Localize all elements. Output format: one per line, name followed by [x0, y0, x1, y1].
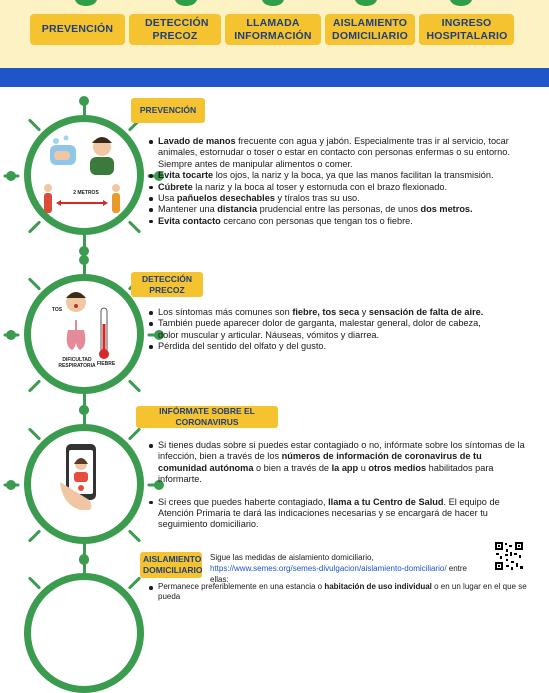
bold-text: la app: [331, 462, 359, 473]
phone-call-icon: [60, 442, 106, 514]
fiebre-label: FIEBRE: [96, 361, 116, 367]
list-item: [148, 497, 533, 531]
virus-spike: [128, 427, 141, 440]
text-span: frecuente con agua y jabón. Especialmente tras ir al servicio, tocar animales, estornudar o toser o estar en contacto con personas enfermas o su entorno. Siempre antes de manipular alimentos o comer.: [158, 136, 510, 169]
top-nav-bar: [0, 0, 549, 68]
bold-text: habitación de uso individual: [324, 582, 432, 591]
virus-spike: [128, 220, 141, 233]
bold-text: fiebre, tos seca: [292, 307, 360, 317]
text-span: También puede aparecer dolor de garganta, malestar general, dolor de cabeza, dolor muscular y articular. Náuseas, vómitos y diarrea.: [158, 318, 481, 340]
informate-label: INFÓRMATE SOBRE EL CORONAVIRUS: [136, 406, 278, 428]
virus-spike-decoration: [355, 0, 377, 6]
virus-knob: [79, 554, 89, 564]
virus-knob: [6, 330, 16, 340]
virus-knob: [79, 96, 89, 106]
bold-text: llama a tu Centro de Salud: [328, 496, 444, 507]
list-item: [148, 204, 533, 215]
list-item: [148, 136, 533, 170]
virus-spike-decoration: [175, 0, 197, 6]
virus-spike: [28, 576, 41, 589]
blue-divider-band: [0, 68, 549, 87]
text-span: o bien a través de: [253, 462, 332, 473]
distance-label: 2 METROS: [73, 190, 99, 196]
bold-text: Evita tocarte: [158, 170, 214, 181]
text-span: la nariz y la boca al toser y estornuda con el brazo flexionado.: [192, 181, 448, 192]
virus-spike: [28, 379, 41, 392]
text-span: Pérdida del sentido del olfato y del gusto.: [158, 341, 327, 352]
deteccion-list: [148, 307, 493, 353]
nav-llamada-button[interactable]: LLAMADA INFORMACIÓN: [225, 14, 321, 45]
virus-spike: [28, 277, 41, 290]
list-item: [148, 170, 533, 181]
virus-knob: [6, 480, 16, 490]
virus-spike: [128, 576, 141, 589]
text-span: Permanece preferiblemente en una estancia o: [158, 582, 325, 591]
text-span: Los síntomas más comunes son: [158, 307, 293, 317]
text-span: los ojos, la nariz y la boca, ya que las manos facilitan la transmisión.: [213, 170, 494, 181]
list-item: [148, 582, 533, 602]
text-span: habilitados para informarte.: [158, 462, 494, 485]
nav-prevencion-button[interactable]: PREVENCIÓN: [30, 14, 125, 45]
tos-label: TOS: [51, 307, 63, 313]
text-span: . El equipo de Atención Primaria te dará las indicaciones necesarias y se encargará de hacer tu seguimiento domiciliario.: [158, 496, 500, 530]
bold-text: Cúbrete: [158, 181, 193, 192]
nav-ingreso-button[interactable]: INGRESO HOSPITALARIO: [419, 14, 514, 45]
list-item: [148, 307, 493, 318]
aislamiento-intro: [210, 552, 485, 585]
list-item: [148, 216, 533, 227]
bold-text: sensación de falta de aire.: [368, 307, 484, 317]
bold-text: Evita contacto: [158, 215, 221, 226]
virus-spike: [28, 220, 41, 233]
virus-spike: [28, 529, 41, 542]
text-span: u: [358, 462, 369, 473]
list-item: [148, 318, 493, 341]
aislamiento-label: AISLAMIENTO DOMICILIARIO: [140, 552, 202, 578]
handwash-sneeze-distance-illustration: [44, 133, 126, 218]
bold-text: números de información de coronavirus de tu comunidad autónoma: [158, 451, 482, 473]
informate-list: [148, 440, 533, 531]
text-span: Si crees que puedes haberte contagiado,: [158, 496, 329, 507]
list-item: [148, 341, 493, 352]
list-item: [148, 182, 533, 193]
virus-spike-decoration: [75, 0, 97, 6]
virus-spike: [128, 379, 141, 392]
text-span: Si tienes dudas sobre si puedes estar contagiado o no, infórmate sobre los síntomas de la infección, bien a través de los: [158, 440, 525, 462]
bold-text: Lavado de manos: [158, 136, 236, 146]
text-span: Usa: [158, 193, 177, 204]
aislamiento-intro-text: Sigue las medidas de aislamiento domiciliario,: [210, 553, 374, 562]
virus-spike-decoration: [450, 0, 472, 6]
bold-text: dos metros.: [420, 204, 473, 215]
virus-spike: [128, 529, 141, 542]
text-span: y tíralos tras su uso.: [274, 193, 360, 204]
bold-text: distancia: [217, 204, 258, 215]
virus-knob: [79, 255, 89, 265]
list-item: [148, 440, 533, 486]
nav-deteccion-button[interactable]: DETECCIÓN PRECOZ: [129, 14, 221, 45]
bold-text: otros medios: [368, 462, 427, 473]
virus-circle-frame: [24, 573, 144, 693]
text-span: prudencial entre las personas, de unos: [257, 204, 421, 215]
virus-spike-decoration: [262, 0, 284, 6]
virus-spike: [28, 427, 41, 440]
list-item: [148, 193, 533, 204]
dificultad-label: DIFICULTAD RESPIRATORIA: [58, 357, 96, 369]
aislamiento-list: [148, 582, 533, 602]
virus-spike: [28, 118, 41, 131]
aislamiento-link-after: entre ellas:: [210, 564, 468, 584]
virus-knob: [6, 171, 16, 181]
prevencion-label: PREVENCIÓN: [131, 98, 205, 123]
virus-knob: [79, 405, 89, 415]
deteccion-label: DETECCIÓN PRECOZ: [131, 272, 203, 297]
text-span: o en un lugar en el que se pueda: [158, 582, 527, 601]
prevencion-list: [148, 136, 533, 227]
text-span: y: [359, 307, 369, 317]
qr-code-icon[interactable]: [494, 541, 524, 571]
nav-aislamiento-button[interactable]: AISLAMIENTO DOMICILIARIO: [325, 14, 415, 45]
aislamiento-link[interactable]: https://www.semes.org/semes-divulgacion/aislamiento-domiciliario/: [210, 564, 447, 573]
text-span: Mantener una: [158, 204, 218, 215]
bold-text: pañuelos desechables: [176, 193, 275, 204]
text-span: cercano con personas que tengan tos o fiebre.: [220, 215, 413, 226]
